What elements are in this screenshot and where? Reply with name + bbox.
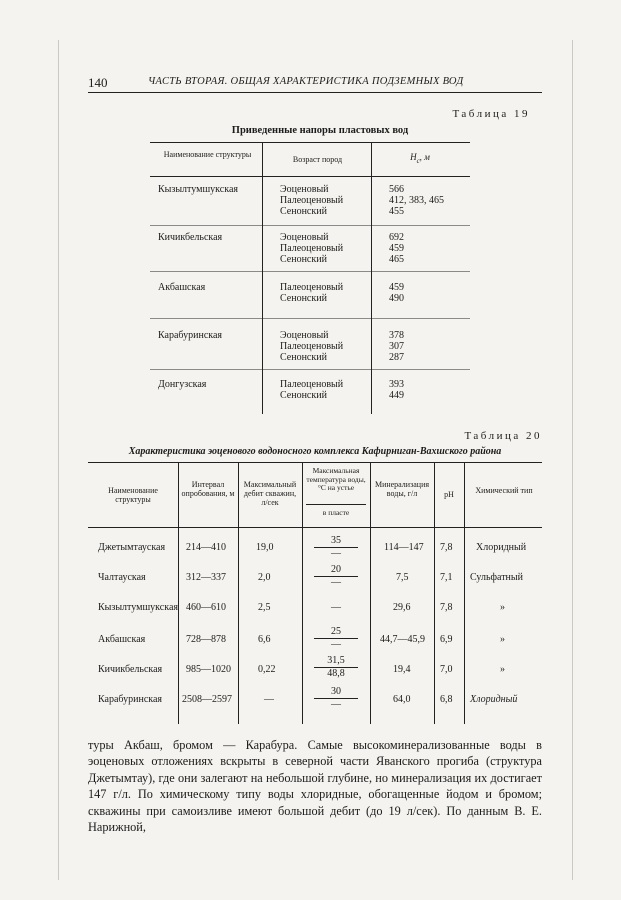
table20-row4-temp: [314, 626, 358, 650]
table20-row4-structure: Акбашская: [98, 634, 146, 645]
table20-header-temp: Максимальная температура воды, °С на устье: [306, 466, 366, 492]
table19-row1-values: [389, 184, 444, 217]
age-item: Эоценовый: [280, 184, 329, 195]
table20-row1-debit: 19,0: [256, 542, 274, 553]
table20-row5-type: »: [500, 664, 505, 675]
table20-row5-structure: Кичикбельская: [98, 664, 163, 675]
head-value: 459: [389, 282, 404, 293]
table19-row5-values: [389, 379, 404, 401]
table20-header-rule: [88, 527, 542, 528]
head-value: 692: [389, 232, 404, 243]
temp-layer: —: [331, 639, 341, 650]
table20-row1-ph: 7,8: [440, 542, 453, 553]
table20-header-debit: Максимальный дебит скважин, л/сек: [243, 480, 297, 507]
table19-row-rule: [150, 271, 470, 272]
table20-col-divider: [370, 462, 371, 724]
table19-row-rule: [150, 318, 470, 319]
table20-row1-interval: 214—410: [186, 542, 226, 553]
age-item: Сенонский: [280, 254, 327, 265]
table19-col-divider: [371, 142, 372, 414]
head-value: 307: [389, 341, 404, 352]
table19-header-rule: [150, 176, 470, 177]
table20-row2-type: Сульфатный: [470, 572, 523, 583]
body-text: туры Акбаш, бромом — Карабура. Самые высокоминерализованные воды в эоценовых отложениях вскрыты в северной части Яванского прогиба (структура Джетымтау), где они залегают на небольшой глубине, но минерализация их достигает 147 г/л. По химическому типу воды хлоридные, обогащенные йодом и бромом; скважины при самоизливе имеют большой дебит (до 19 л/сек). По данным В. Е. Нарижной,: [88, 738, 542, 835]
temp-layer: 48,8: [327, 668, 345, 679]
table19-row-rule: [150, 225, 470, 226]
table19-row-rule: [150, 369, 470, 370]
table20-header-structure: Наименование структуры: [108, 486, 158, 504]
page-number: 140: [88, 75, 108, 90]
table19-row2-values: [389, 232, 404, 265]
table20-row6-type: Хлоридный: [470, 694, 518, 705]
table20-row3-temp: —: [331, 602, 341, 613]
table20-row5-debit: 0,22: [258, 664, 276, 675]
table20-row6-ph: 6,8: [440, 694, 453, 705]
temp-mouth: 25: [314, 626, 358, 639]
table19-row2-structure: Кичикбельская: [158, 232, 223, 243]
table20-row6-temp: [314, 686, 358, 710]
table20-row3-type: »: [500, 602, 505, 613]
head-value: 459: [389, 243, 404, 254]
table20-top-rule: [88, 462, 542, 463]
table20-row4-debit: 6,6: [258, 634, 271, 645]
table20-col-divider: [434, 462, 435, 724]
table20-row2-structure: Чалтауская: [98, 572, 146, 583]
page-edge-right: [572, 40, 573, 880]
table20-row5-interval: 985—1020: [186, 664, 231, 675]
age-item: Палеоценовый: [280, 243, 344, 254]
table19-title: Приведенные напоры пластовых вод: [231, 125, 409, 136]
table19-row1-ages: [280, 184, 343, 217]
table20-row1-type: Хлоридный: [476, 542, 527, 553]
temp-mouth: 20: [314, 564, 358, 577]
table19-top-rule: [150, 142, 470, 143]
age-item: Сенонский: [280, 352, 327, 363]
table20-row3-ph: 7,8: [440, 602, 453, 613]
table20-row5-ph: 7,0: [440, 664, 453, 675]
table19-col-divider: [262, 142, 263, 414]
table20-col-divider: [238, 462, 239, 724]
head-value: 449: [389, 390, 404, 401]
table20-header-temp-layer: в пласте: [322, 508, 350, 517]
table20-row6-structure: Карабуринская: [98, 694, 163, 705]
page-edge-left: [58, 40, 59, 880]
table20-header-interval: Интервал опробования, м: [181, 480, 235, 498]
table20-row1-mineral: 114—147: [384, 542, 424, 553]
age-item: Сенонский: [280, 390, 327, 401]
table20-row2-debit: 2,0: [258, 572, 271, 583]
table20-header-mineral: Минерализация воды, г/л: [374, 480, 430, 498]
age-item: Сенонский: [280, 293, 327, 304]
table19-row1-structure: Кызылтумшукская: [158, 184, 238, 195]
temp-layer: —: [331, 548, 341, 559]
head-symbol: H: [410, 152, 417, 162]
age-item: Палеоценовый: [280, 379, 344, 390]
table20-row4-mineral: 44,7—45,9: [380, 634, 425, 645]
head-value: 465: [389, 254, 404, 265]
table19-row4-values: [389, 330, 404, 363]
table19-row3-ages: [280, 282, 343, 304]
table19-header-head: [380, 153, 460, 166]
table20-row1-temp: [314, 535, 358, 559]
table20-label: Таблица 20: [464, 430, 542, 442]
table20-row2-temp: [314, 564, 358, 588]
table19-row2-ages: [280, 232, 343, 265]
table19-row4-structure: Карабуринская: [158, 330, 223, 341]
table19-header-age: Возраст пород: [292, 155, 343, 164]
table19-row3-structure: Акбашская: [158, 282, 206, 293]
table20-row2-interval: 312—337: [186, 572, 226, 583]
age-item: Палеоценовый: [280, 195, 344, 206]
head-subscript: c: [416, 156, 420, 165]
table20-row3-debit: 2,5: [258, 602, 271, 613]
table20-row2-ph: 7,1: [440, 572, 453, 583]
table19-row5-ages: [280, 379, 343, 401]
age-item: Палеоценовый: [280, 341, 344, 352]
structure-name: Кызылтумшукская: [98, 602, 178, 613]
table20-row4-interval: 728—878: [186, 634, 226, 645]
temp-layer: —: [331, 577, 341, 588]
table20-header-type: Химический тип: [475, 486, 533, 495]
head-value: 455: [389, 206, 404, 217]
table20-title: Характеристика эоценового водоносного комплекса Кафирниган-Вахшского района: [128, 446, 502, 457]
page-header: [88, 74, 542, 93]
temp-mouth: 31,5: [314, 655, 358, 668]
body-paragraph: [88, 737, 542, 835]
table20-col-divider: [178, 462, 179, 724]
running-title: ЧАСТЬ ВТОРАЯ. ОБЩАЯ ХАРАКТЕРИСТИКА ПОДЗЕМНЫХ ВОД: [148, 76, 464, 87]
temp-mouth: 35: [314, 535, 358, 548]
table19-row5-structure: Донгузская: [158, 379, 207, 390]
table19-row3-values: [389, 282, 404, 304]
age-item: Эоценовый: [280, 232, 329, 243]
head-value: 566: [389, 184, 404, 195]
head-unit: , м: [419, 152, 430, 162]
head-value: 287: [389, 352, 404, 363]
head-value: 378: [389, 330, 404, 341]
table20-row5-mineral: 19,4: [393, 664, 411, 675]
table20-header-temp-split: [306, 504, 366, 505]
table19-label: Таблица 19: [452, 108, 530, 120]
table20-col-divider: [464, 462, 465, 724]
table20-row5-temp: [314, 655, 358, 679]
head-value: 412, 383, 465: [389, 195, 444, 206]
age-item: Эоценовый: [280, 330, 329, 341]
table19-header-structure: Наименование структуры: [163, 150, 252, 159]
head-value: 393: [389, 379, 404, 390]
temp-mouth: 30: [314, 686, 358, 699]
table20-row6-mineral: 64,0: [393, 694, 411, 705]
age-item: Палеоценовый: [280, 282, 344, 293]
table20-row2-mineral: 7,5: [396, 572, 409, 583]
table20-row6-interval: 2508—2597: [182, 694, 232, 705]
table20-row4-ph: 6,9: [440, 634, 453, 645]
table20-row3-structure: [98, 602, 178, 614]
age-item: Сенонский: [280, 206, 327, 217]
table19-row4-ages: [280, 330, 343, 363]
table20-row4-type: »: [500, 634, 505, 645]
table20-row6-debit: —: [264, 694, 274, 705]
table20-row3-interval: 460—610: [186, 602, 226, 613]
table20-header-ph: pH: [444, 490, 454, 499]
head-value: 490: [389, 293, 404, 304]
table20-row1-structure: Джетымтауская: [98, 542, 166, 553]
table20-row3-mineral: 29,6: [393, 602, 411, 613]
table20-col-divider: [302, 462, 303, 724]
temp-layer: —: [331, 699, 341, 710]
